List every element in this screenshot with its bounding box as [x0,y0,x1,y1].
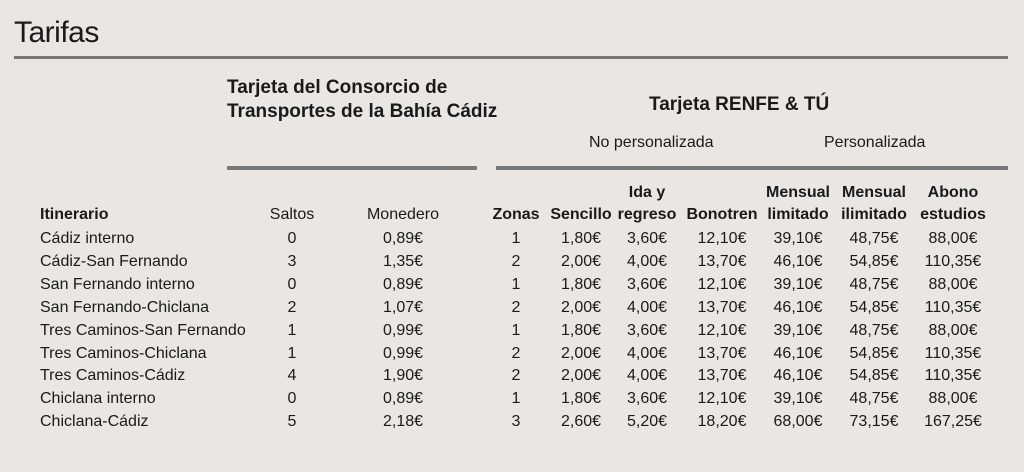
cell-abono-estudios: 88,00€ [928,321,978,339]
cell-mensual-limitado: 46,10€ [773,252,823,270]
cell-zonas: 2 [511,252,521,270]
header-abono-estudios-line1: Abono [927,184,979,201]
cell-abono-estudios: 110,35€ [924,344,982,362]
cell-mensual-limitado: 46,10€ [773,298,823,316]
cell-sencillo: 1,80€ [560,275,602,293]
renfe-divider [496,166,1008,170]
cell-ida-regreso: 4,00€ [626,298,668,316]
cell-sencillo: 2,00€ [560,344,602,362]
header-mensual-limitado [762,184,834,224]
header-mensual-limitado-line2: limitado [767,206,829,223]
cell-ida-regreso: 4,00€ [626,344,668,362]
header-mensual-ilimitado [836,184,912,224]
header-saltos: Saltos [269,206,315,223]
cell-mensual-limitado: 46,10€ [773,344,823,362]
cell-abono-estudios: 88,00€ [928,390,978,408]
cell-mensual-ilimitado: 54,85€ [849,252,899,270]
cell-monedero: 0,89€ [382,275,424,293]
cell-mensual-limitado: 39,10€ [773,275,823,293]
cell-mensual-limitado: 39,10€ [773,390,823,408]
cell-sencillo: 2,00€ [560,298,602,316]
cell-zonas: 2 [511,344,521,362]
cell-mensual-ilimitado: 54,85€ [849,298,899,316]
cell-monedero: 0,89€ [382,390,424,408]
cell-saltos: 1 [287,344,297,362]
cell-itinerario: Chiclana-Cádiz [40,413,149,431]
cell-sencillo: 1,80€ [560,230,602,247]
cell-saltos: 5 [287,413,297,431]
cell-itinerario: Tres Caminos-Chiclana [40,344,207,362]
cell-itinerario: San Fernando interno [40,275,195,293]
cell-abono-estudios: 110,35€ [924,252,982,270]
cell-itinerario: Cádiz-San Fernando [40,252,188,270]
cell-abono-estudios: 167,25€ [924,413,982,431]
cell-sencillo: 1,80€ [560,390,602,408]
header-mensual-ilimitado-line1: Mensual [841,184,906,201]
cell-zonas: 1 [511,230,521,247]
consorcio-heading-line1: Tarjeta del Consorcio de [227,77,448,98]
cell-saltos: 0 [287,230,297,247]
cell-monedero: 1,35€ [382,252,424,270]
header-abono-estudios [916,184,990,224]
cell-bonotren: 12,10€ [697,230,747,247]
cell-abono-estudios: 110,35€ [924,367,982,385]
cell-monedero: 0,89€ [382,230,424,247]
cell-monedero: 1,07€ [382,298,424,316]
page-title: Tarifas [14,16,99,49]
header-abono-estudios-line2: estudios [920,206,986,223]
cell-mensual-ilimitado: 48,75€ [849,390,899,408]
cell-sencillo: 1,80€ [560,321,602,339]
cell-abono-estudios: 110,35€ [924,298,982,316]
header-sencillo: Sencillo [550,206,612,223]
cell-saltos: 0 [287,390,297,408]
cell-monedero: 0,99€ [382,321,424,339]
personalizada-label: Personalizada [824,134,926,151]
cell-ida-regreso: 4,00€ [626,252,668,270]
header-zonas: Zonas [492,206,540,223]
cell-mensual-ilimitado: 48,75€ [849,275,899,293]
cell-mensual-ilimitado: 54,85€ [849,344,899,362]
cell-abono-estudios: 88,00€ [928,230,978,247]
cell-bonotren: 13,70€ [697,344,747,362]
cell-itinerario: San Fernando-Chiclana [40,298,209,316]
cell-bonotren: 12,10€ [697,321,747,339]
consorcio-heading-line2: Transportes de la Bahía Cádiz [227,101,498,122]
cell-bonotren: 12,10€ [697,390,747,408]
cell-ida-regreso: 3,60€ [626,230,668,247]
cell-zonas: 2 [511,298,521,316]
cell-itinerario: Cádiz interno [40,230,135,247]
cell-saltos: 3 [287,252,297,270]
header-itinerario: Itinerario [40,206,109,223]
no-personalizada-label: No personalizada [589,134,714,151]
cell-bonotren: 13,70€ [697,298,747,316]
cell-mensual-ilimitado: 48,75€ [849,230,899,247]
cell-ida-regreso: 3,60€ [626,321,668,339]
cell-mensual-ilimitado: 48,75€ [849,321,899,339]
consorcio-divider [227,166,477,170]
cell-zonas: 1 [511,275,521,293]
cell-ida-regreso: 5,20€ [626,413,668,431]
cell-saltos: 2 [287,298,297,316]
header-ida-regreso-line2: regreso [617,206,677,223]
cell-sencillo: 2,00€ [560,367,602,385]
cell-monedero: 0,99€ [382,344,424,362]
cell-itinerario: Tres Caminos-Cádiz [40,367,186,385]
cell-zonas: 2 [511,367,521,385]
consorcio-heading [227,76,497,124]
cell-saltos: 4 [287,367,297,385]
cell-monedero: 1,90€ [382,367,424,385]
header-ida-regreso [614,184,680,224]
cell-itinerario: Tres Caminos-San Fernando [40,321,246,339]
renfe-heading: Tarjeta RENFE & TÚ [649,94,830,115]
cell-mensual-limitado: 68,00€ [773,413,823,431]
cell-zonas: 3 [511,413,521,431]
cell-itinerario: Chiclana interno [40,390,156,408]
header-monedero: Monedero [366,206,440,223]
header-mensual-limitado-line1: Mensual [765,184,830,201]
cell-bonotren: 12,10€ [697,275,747,293]
header-ida-regreso-line1: Ida y [628,184,666,201]
cell-bonotren: 18,20€ [697,413,747,431]
cell-mensual-limitado: 46,10€ [773,367,823,385]
cell-sencillo: 2,00€ [560,252,602,270]
cell-mensual-limitado: 39,10€ [773,230,823,247]
cell-ida-regreso: 3,60€ [626,275,668,293]
cell-saltos: 0 [287,275,297,293]
cell-ida-regreso: 3,60€ [626,390,668,408]
cell-bonotren: 13,70€ [697,367,747,385]
cell-mensual-ilimitado: 54,85€ [849,367,899,385]
cell-zonas: 1 [511,390,521,408]
header-mensual-ilimitado-line2: ilimitado [841,206,907,223]
cell-monedero: 2,18€ [382,413,424,431]
cell-sencillo: 2,60€ [560,413,602,431]
cell-bonotren: 13,70€ [697,252,747,270]
cell-abono-estudios: 88,00€ [928,275,978,293]
title-divider [14,56,1008,59]
cell-zonas: 1 [511,321,521,339]
header-bonotren: Bonotren [686,206,758,223]
cell-saltos: 1 [287,321,297,339]
cell-mensual-ilimitado: 73,15€ [849,413,899,431]
cell-mensual-limitado: 39,10€ [773,321,823,339]
cell-ida-regreso: 4,00€ [626,367,668,385]
